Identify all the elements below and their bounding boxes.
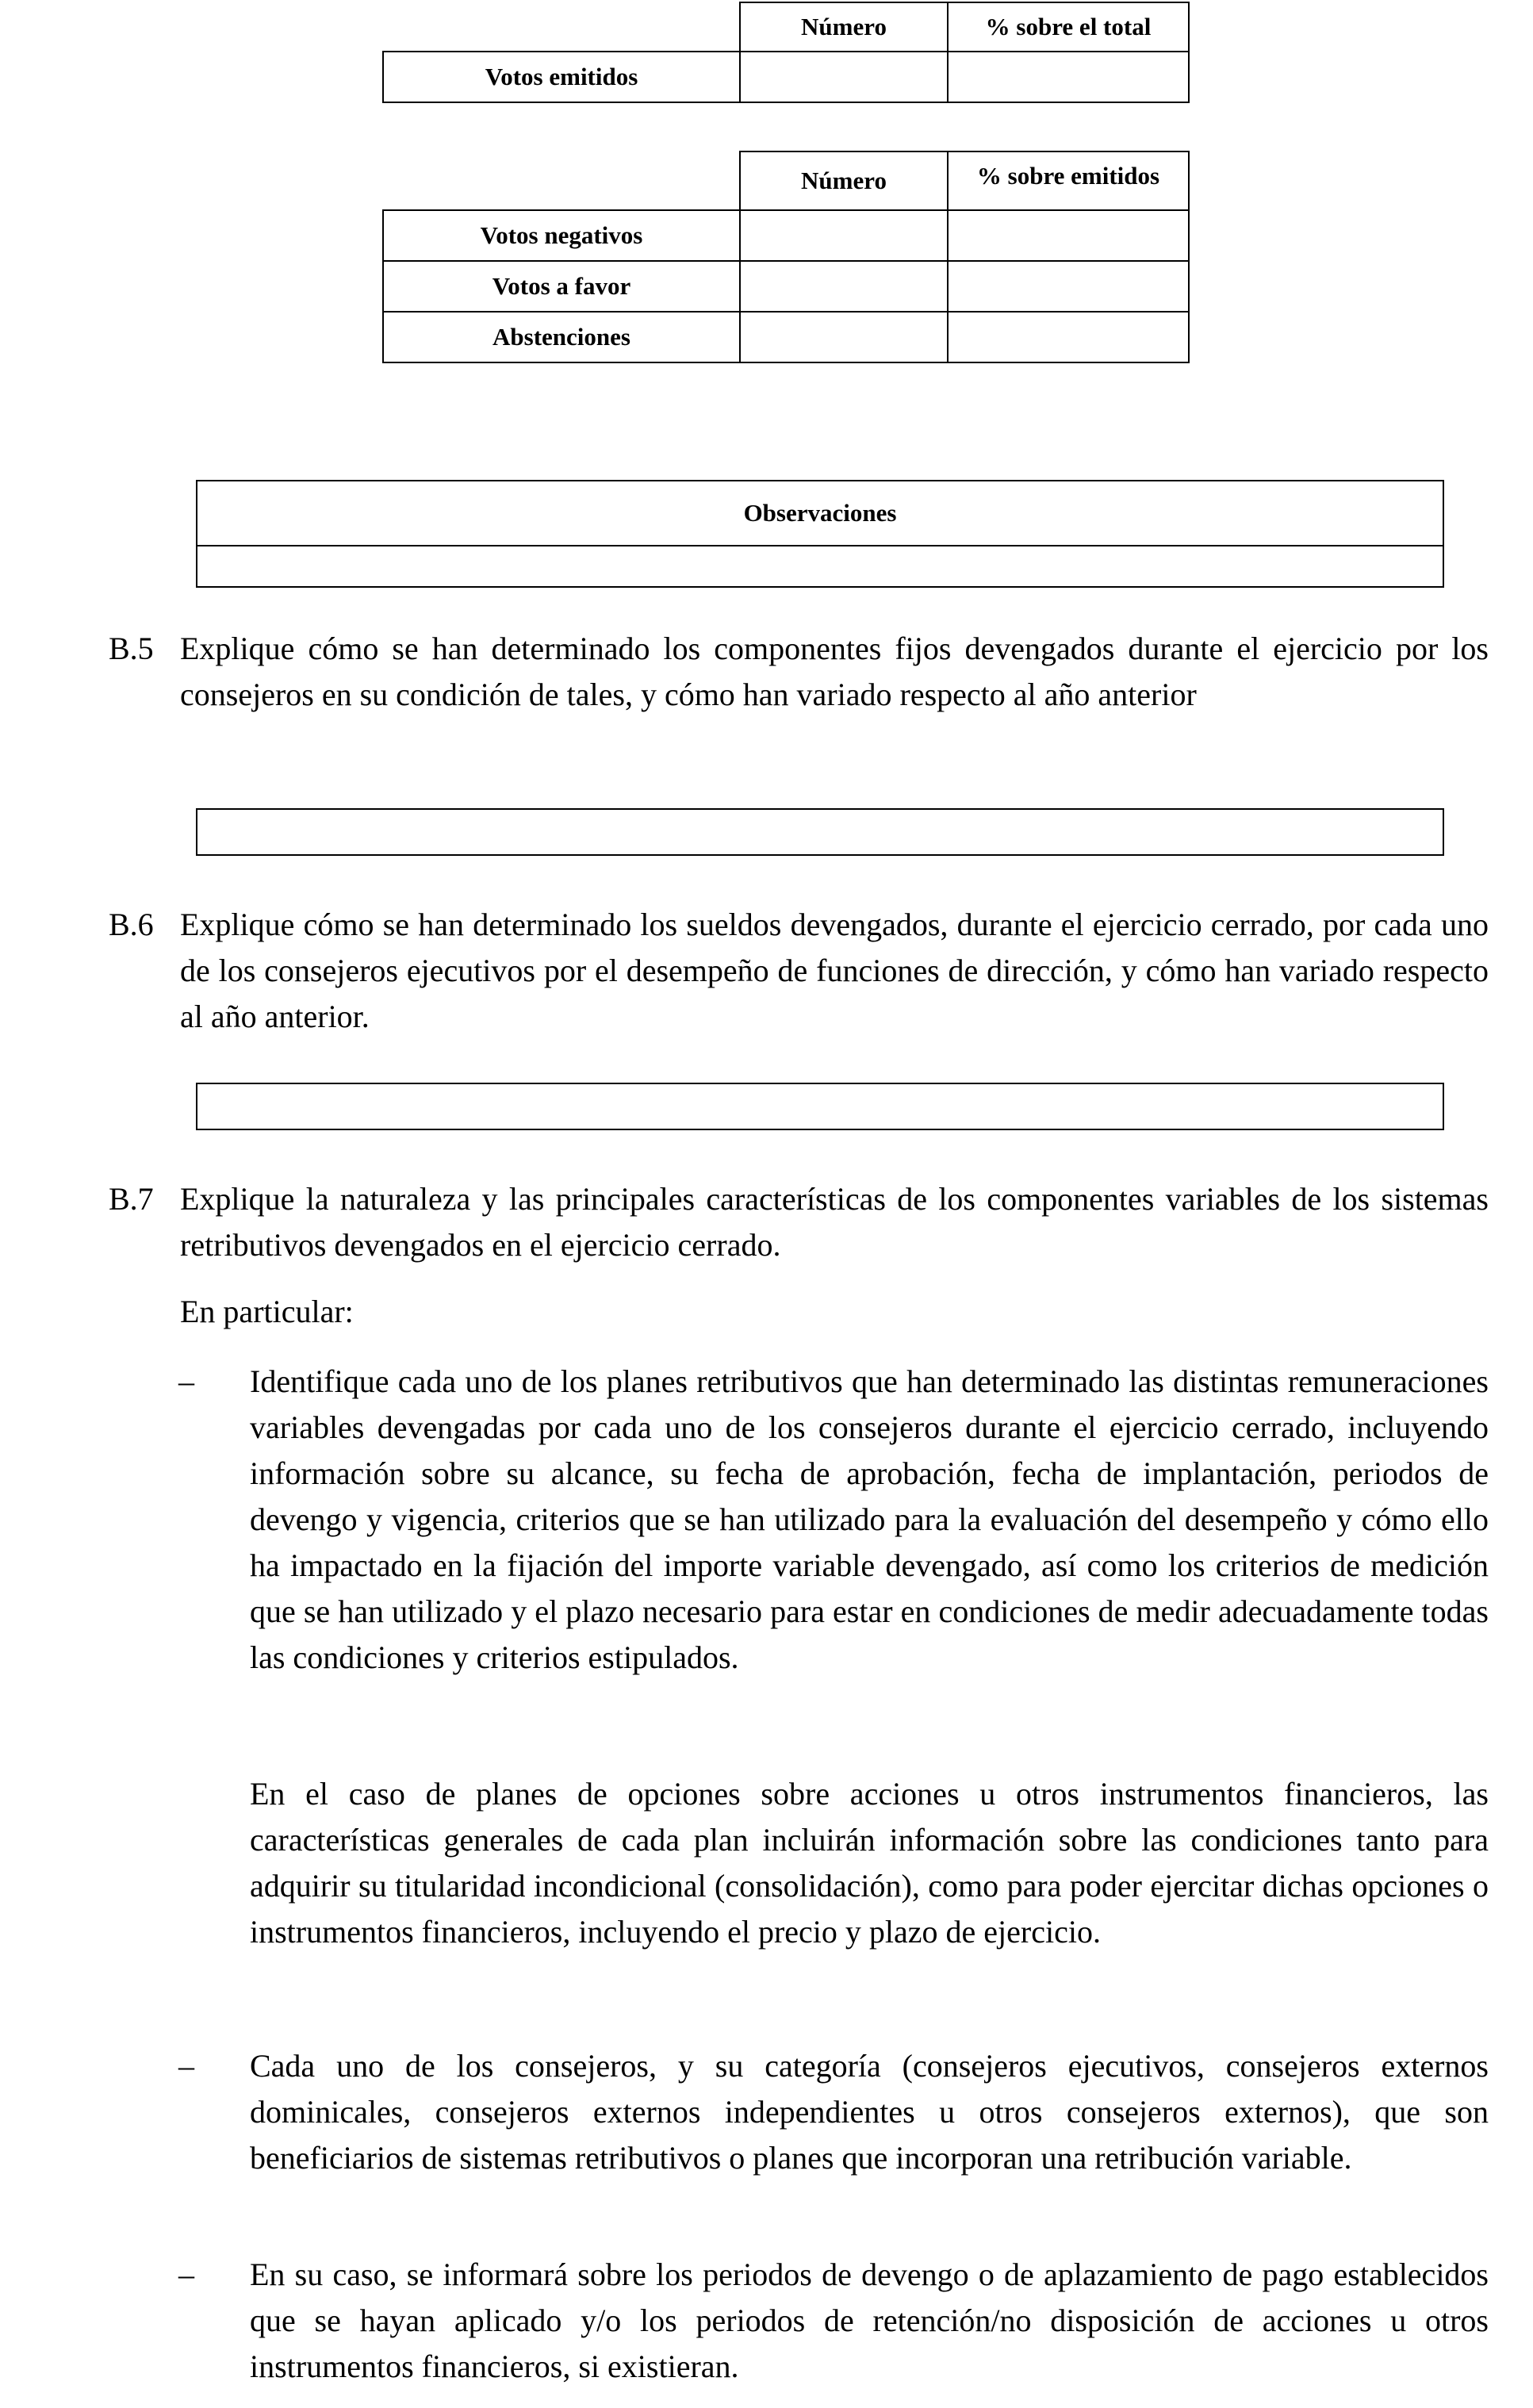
b7-intro: En particular: — [180, 1294, 354, 1329]
observaciones-box — [196, 480, 1444, 588]
section-b5 — [109, 626, 1489, 718]
column-header-numero: Número — [740, 2, 948, 52]
section-b7 — [109, 1176, 1489, 1268]
section-code: B.5 — [109, 631, 154, 666]
votos-a-favor-numero-cell[interactable] — [740, 261, 948, 312]
votes-issued-table — [382, 2, 1190, 103]
section-code: B.6 — [109, 907, 154, 942]
bullet-text: En su caso, se informará sobre los periodos de devengo o de aplazamiento de pago establecidos que se hayan aplicado y/o los periodos de retención/no disposición de acciones u otros instrumentos financieros, si existieran. — [250, 2257, 1489, 2384]
column-header-percent-total: % sobre el total — [948, 2, 1189, 52]
bullet-text: En el caso de planes de opciones sobre acciones u otros instrumentos financieros, las características generales de cada plan incluirán información sobre las condiciones tanto para adquirir su titularidad incondicional (consolidación), como para poder ejercitar dichas opciones o instrumentos financieros, incluyendo el precio y plazo de ejercicio. — [250, 1776, 1489, 1950]
b7-bullet-plans-options — [178, 1771, 1489, 1955]
dash-bullet-marker: – — [178, 2048, 194, 2084]
column-header-numero: Número — [740, 151, 948, 210]
blank-corner-cell — [383, 151, 740, 210]
b5-answer-field[interactable] — [196, 808, 1444, 856]
votos-negativos-numero-cell[interactable] — [740, 210, 948, 261]
observaciones-field[interactable] — [197, 546, 1443, 586]
b7-bullet-beneficiaries — [178, 2043, 1489, 2181]
column-header-percent-emitidos: % sobre emitidos — [948, 151, 1189, 210]
abstenciones-percent-cell[interactable] — [948, 312, 1189, 362]
observaciones-label: Observaciones — [197, 481, 1443, 546]
votos-emitidos-percent-cell[interactable] — [948, 52, 1189, 102]
row-label-votos-emitidos: Votos emitidos — [383, 52, 740, 102]
row-label-abstenciones: Abstenciones — [383, 312, 740, 362]
section-question: Explique cómo se han determinado los componentes fijos devengados durante el ejercicio por los consejeros en su condición de tales, y cómo han variado respecto al año anterior — [180, 631, 1489, 712]
votos-a-favor-percent-cell[interactable] — [948, 261, 1189, 312]
section-code: B.7 — [109, 1181, 154, 1217]
row-label-votos-a-favor: Votos a favor — [383, 261, 740, 312]
abstenciones-numero-cell[interactable] — [740, 312, 948, 362]
section-question: Explique la naturaleza y las principales características de los componentes variables de los sistemas retributivos devengados en el ejercicio cerrado. — [180, 1181, 1489, 1263]
section-question: Explique cómo se han determinado los sueldos devengados, durante el ejercicio cerrado, por cada uno de los consejeros ejecutivos por el desempeño de funciones de dirección, y cómo han variado respecto al año anterior. — [180, 907, 1489, 1034]
bullet-text: Identifique cada uno de los planes retributivos que han determinado las distintas remuneraciones variables devengadas por cada uno de los consejeros durante el ejercicio cerrado, incluyendo información sobre su alcance, su fecha de aprobación, fecha de implantación, periodos de devengo y vigencia, criterios que se han utilizado para la evaluación del desempeño y cómo ello ha impactado en la fijación del importe variable devengado, así como los criterios de medición que se han utilizado y el plazo necesario para estar en condiciones de medir adecuadamente todas las condiciones y criterios estipulados. — [250, 1363, 1489, 1675]
blank-corner-cell — [383, 2, 740, 52]
b7-bullet-plans — [178, 1359, 1489, 1681]
section-b6 — [109, 902, 1489, 1040]
row-label-votos-negativos: Votos negativos — [383, 210, 740, 261]
votos-emitidos-numero-cell[interactable] — [740, 52, 948, 102]
vote-breakdown-table — [382, 151, 1190, 363]
dash-bullet-marker: – — [178, 1363, 194, 1399]
dash-bullet-marker: – — [178, 2257, 194, 2292]
bullet-text: Cada uno de los consejeros, y su categoría (consejeros ejecutivos, consejeros externos dominicales, consejeros externos independientes u otros consejeros externos), que son beneficiarios de sistemas retributivos o planes que incorporan una retribución variable. — [250, 2048, 1489, 2176]
votos-negativos-percent-cell[interactable] — [948, 210, 1189, 261]
b7-bullet-periods — [178, 2252, 1489, 2390]
b6-answer-field[interactable] — [196, 1083, 1444, 1130]
